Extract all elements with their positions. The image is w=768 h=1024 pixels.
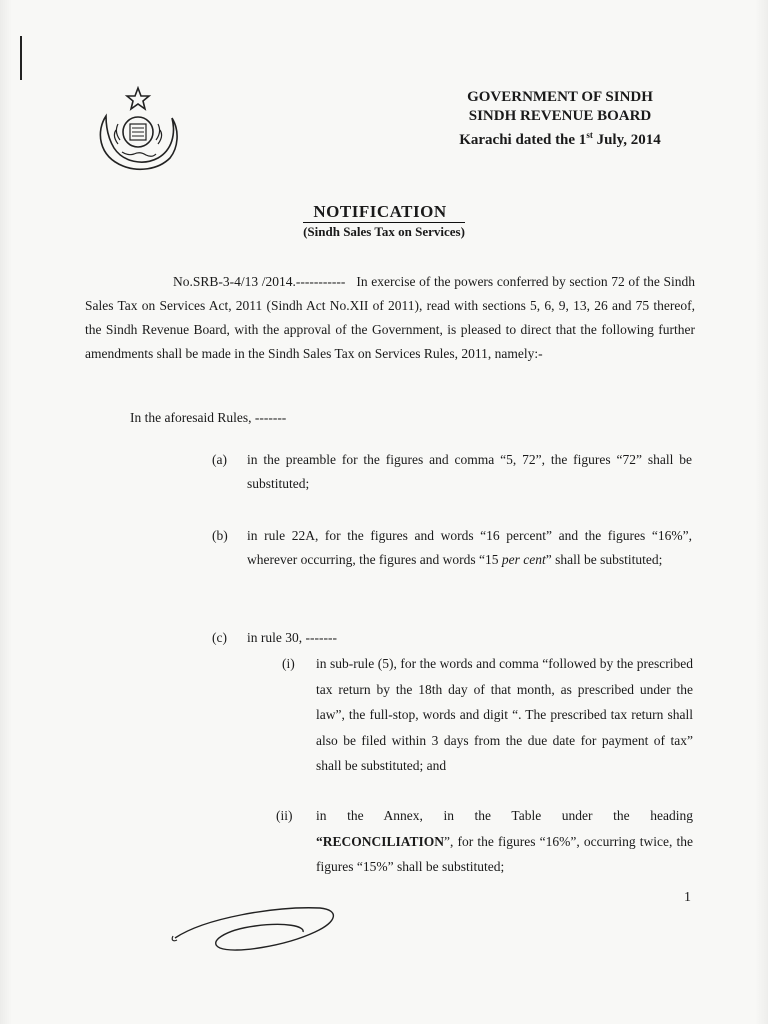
subclause-text: in sub-rule (5), for the words and comma “followed by the prescribed tax return by the 18th day of that month, as prescribed under the law”, the full-stop, words and digit “. The prescribed tax return shall also be filed within 3 days from the due date for payment of tax” shall be substituted; and: [316, 656, 693, 773]
letterhead: [410, 88, 710, 150]
page-number: 1: [684, 890, 691, 905]
preamble-paragraph: [85, 270, 695, 366]
clause-label: (b): [212, 528, 228, 543]
preamble-text: In exercise of the powers conferred by section 72 of the Sindh Sales Tax on Services Act, 2011 (Sindh Act No.XII of 2011), read with sections 5, 6, 9, 13, 26 and 75 thereof, the Sindh Revenue Board, with the approval of the Government, is pleased to direct that the following further amendments shall be made in the Sindh Sales Tax on Services Rules, 2011, namely:-: [85, 274, 695, 361]
clause-text: in the preamble for the figures and comma “5, 72”, the figures “72” shall be substituted;: [247, 452, 692, 491]
subclause-label: (i): [282, 656, 295, 671]
issue-date: Karachi dated the 1st July, 2014: [459, 130, 661, 148]
clause-label: (a): [212, 452, 227, 467]
clause-label: (c): [212, 630, 227, 645]
subclause-label: (ii): [276, 808, 293, 823]
board-name: SINDH REVENUE BOARD: [468, 108, 652, 124]
notification-heading: [0, 202, 768, 240]
document-subtitle: (Sindh Sales Tax on Services): [303, 224, 465, 239]
government-name: GOVERNMENT OF SINDH: [467, 89, 653, 105]
clause-text: in rule 30, -------: [247, 630, 337, 645]
signature-icon: [165, 900, 345, 960]
subclause-text: in the Annex, in the Table under the heading “RECONCILIATION”, for the figures “16%”, occurring twice, the figures “15%” shall be substituted;: [316, 808, 693, 874]
clause-text: in rule 22A, for the figures and words “16 percent” and the figures “16%”, wherever occurring, the figures and words “15 per cent” shall be substituted;: [247, 528, 692, 567]
margin-mark: [20, 36, 22, 80]
aforesaid-rules-line: In the aforesaid Rules, -------: [130, 410, 287, 425]
notification-reference: No.SRB-3-4/13 /2014.-----------: [173, 274, 346, 289]
document-title: NOTIFICATION: [303, 202, 464, 223]
government-seal-icon: [88, 86, 188, 176]
